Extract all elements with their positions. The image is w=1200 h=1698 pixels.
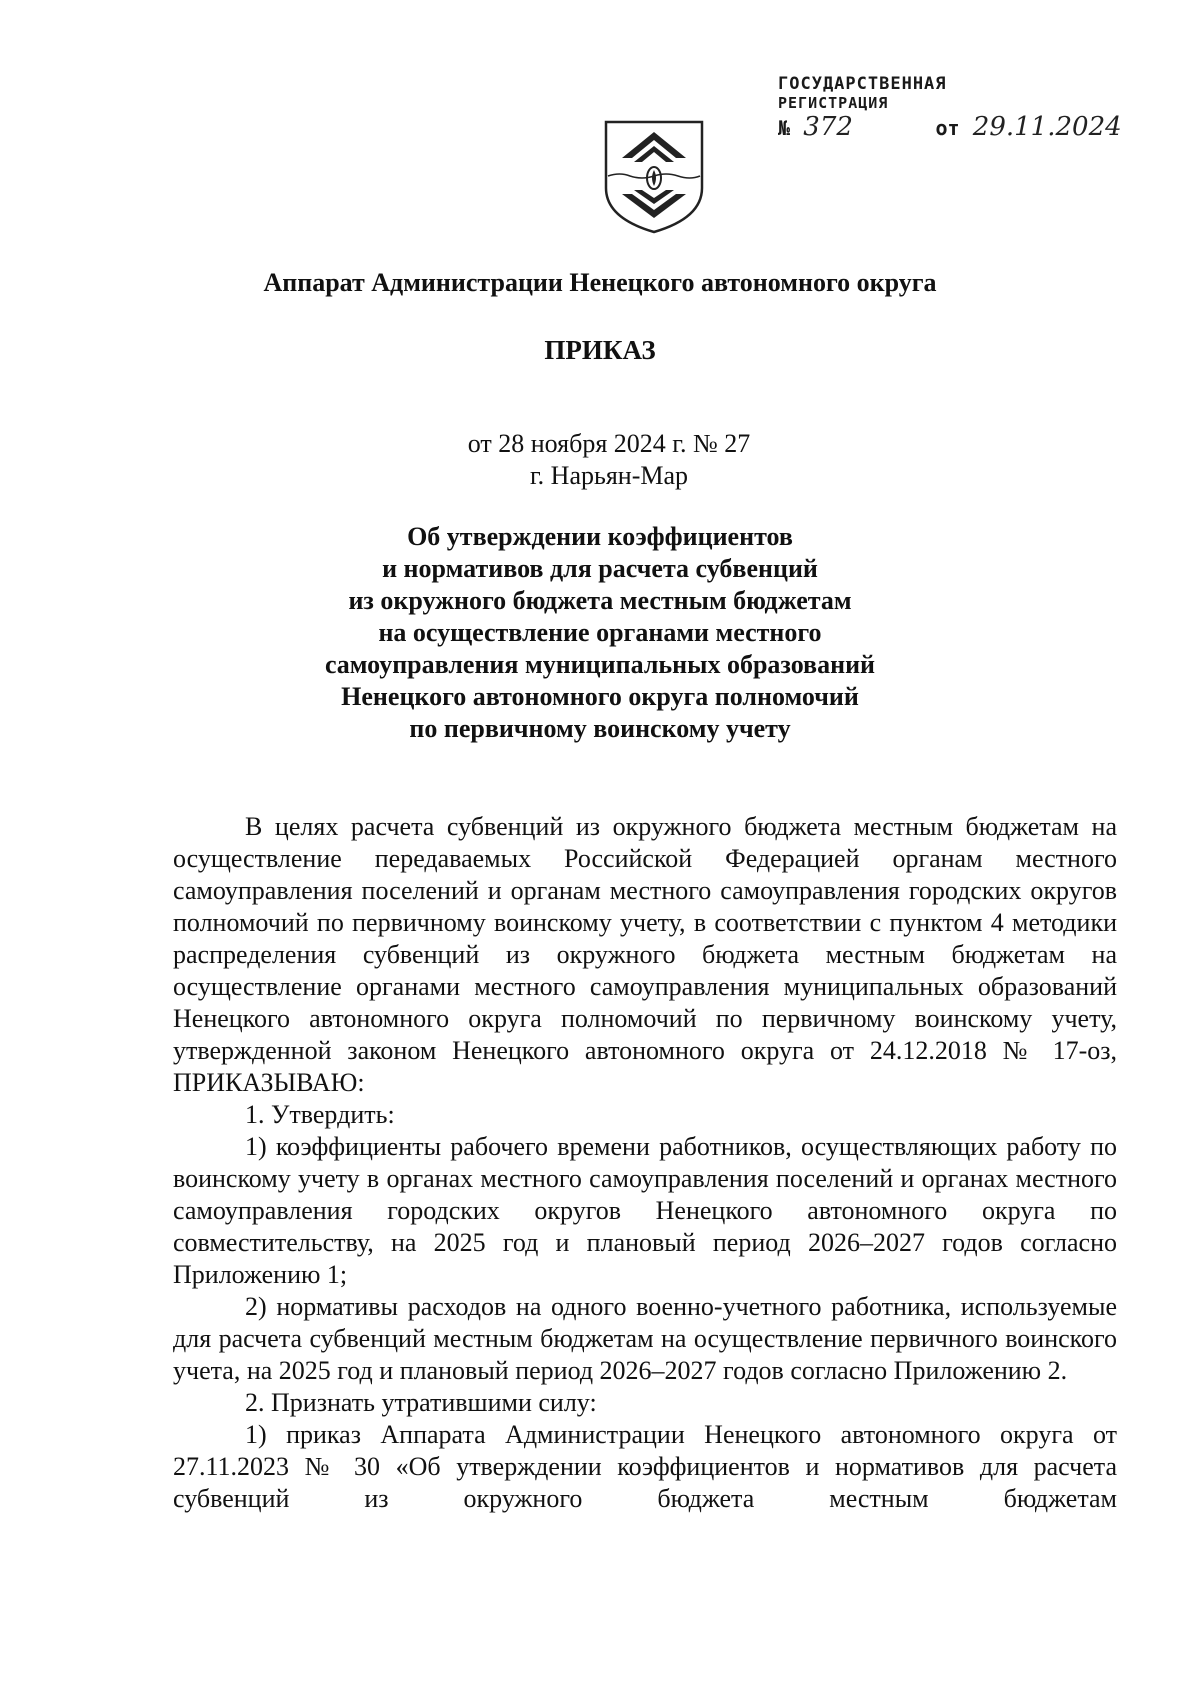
clause-1: 1. Утвердить: <box>245 1100 395 1129</box>
clause-1-item-1: 1) коэффициенты рабочего времени работников, осуществляющих работу по воинскому учету в органах местного самоуправления поселений и органах местного самоуправления городских округов Ненецкого автономного округа по совместительству, на 2025 год и плановый период 2026–2027 годов согласно Приложению 1; <box>173 1132 1117 1289</box>
title-line: Об утверждении коэффициентов <box>407 522 793 551</box>
title-line: на осуществление органами местного <box>378 618 822 647</box>
stamp-date-label: от <box>935 116 960 140</box>
title-line: Ненецкого автономного округа полномочий <box>341 682 859 711</box>
clause-1-item-2: 2) нормативы расходов на одного военно-учетного работника, используемые для расчета субвенций местным бюджетам на осуществление первичного воинского учета, на 2025 год и плановый период 2026–2027 годов согласно Приложению 2. <box>173 1292 1117 1385</box>
stamp-line-1: ГОСУДАРСТВЕННАЯ <box>778 74 947 94</box>
title-line: и нормативов для расчета субвенций <box>382 554 818 583</box>
document-city: г. Нарьян-Мар <box>529 461 689 490</box>
document-date-number: от 28 ноября 2024 г. № 27 <box>467 429 751 458</box>
document-type: ПРИКАЗ <box>544 335 656 365</box>
registration-stamp <box>778 74 1122 144</box>
stamp-number-label: № <box>778 116 791 140</box>
document-title <box>0 521 1200 745</box>
title-line: по первичному воинскому учету <box>409 714 791 743</box>
stamp-date: 29.11.2024 <box>972 112 1122 142</box>
title-line: из окружного бюджета местным бюджетам <box>348 586 852 615</box>
stamp-line-2: РЕГИСТРАЦИЯ <box>778 94 889 112</box>
organization-name: Аппарат Администрации Ненецкого автономного округа <box>263 268 937 297</box>
stamp-number: 372 <box>803 112 853 142</box>
title-line: самоуправления муниципальных образований <box>324 650 876 679</box>
coat-of-arms-icon <box>602 118 706 236</box>
clause-2: 2. Признать утратившими силу: <box>245 1388 597 1417</box>
stamp-line-3 <box>778 112 1122 144</box>
preamble-paragraph: В целях расчета субвенций из окружного бюджета местным бюджетам на осуществление передаваемых Российской Федерацией органам местного самоуправления поселений и органам местного самоуправления городских округов полномочий по первичному воинскому учету, в соответствии с пунктом 4 методики распределения субвенций из окружного бюджета местным бюджетам на осуществление органами местного самоуправления муниципальных образований Ненецкого автономного округа полномочий по первичному воинскому учету, утвержденной законом Ненецкого автономного округа от 24.12.2018 № 17-оз, ПРИКАЗЫВАЮ: <box>173 812 1117 1097</box>
clause-2-item-1: 1) приказ Аппарата Администрации Ненецкого автономного округа от 27.11.2023 № 30 «Об утверждении коэффициентов и нормативов для расчета субвенций из окружного бюджета местным бюджетам <box>173 1420 1117 1513</box>
document-body <box>173 811 1117 1515</box>
